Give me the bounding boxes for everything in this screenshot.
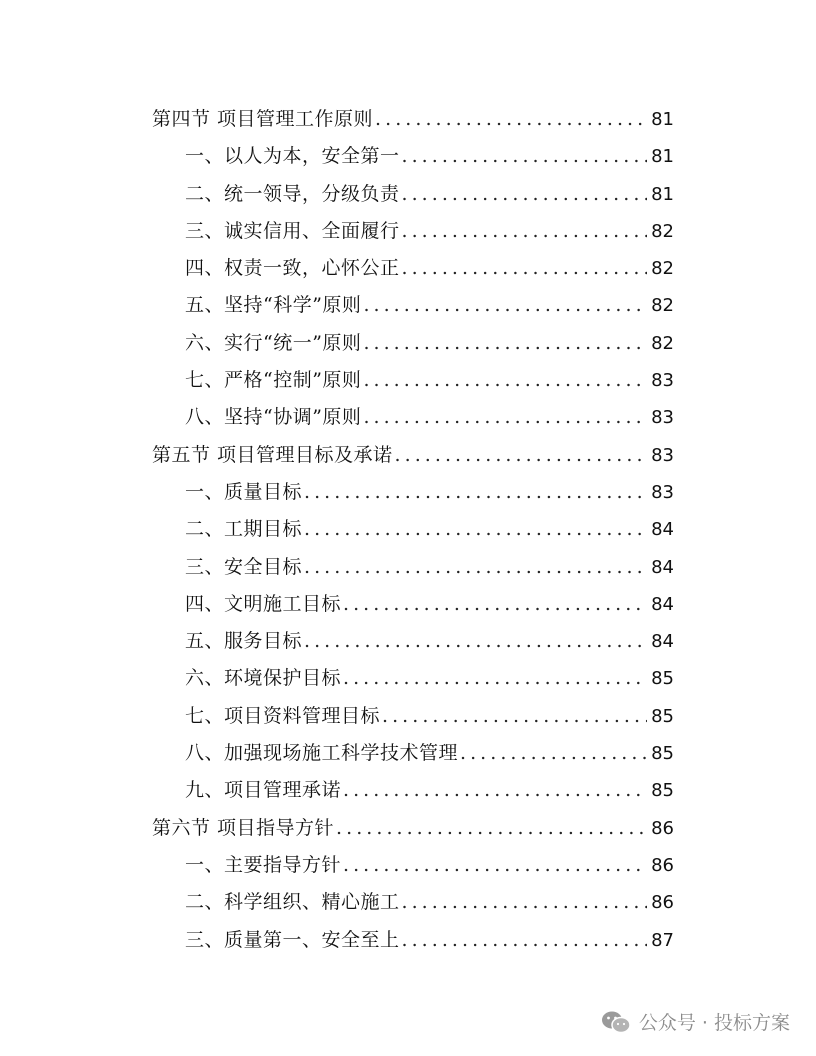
toc-entry-title: 三、安全目标	[185, 555, 303, 578]
toc-entry-title: 五、坚持“科学”原则	[185, 294, 362, 317]
toc-entry-title: 二、科学组织、精心施工	[185, 891, 400, 914]
toc-entry-title: 四、文明施工目标	[185, 592, 342, 615]
toc-page-number: 86	[651, 817, 674, 839]
toc-entry-title: 八、坚持“协调”原则	[185, 406, 362, 429]
toc-entry-title: 一、质量目标	[185, 480, 303, 503]
toc-dot-leader	[363, 287, 647, 324]
toc-entry-title: 六、环境保护目标	[185, 667, 342, 690]
toc-dot-leader	[402, 213, 648, 250]
toc-dot-leader	[375, 101, 647, 138]
toc-entry-title: 五、服务目标	[185, 630, 303, 653]
toc-dot-leader	[363, 325, 647, 362]
toc-entry-title: 四、权责一致，心怀公正	[185, 257, 400, 280]
toc-entry-title: 九、项目管理承诺	[185, 779, 342, 802]
toc-page-number: 84	[651, 556, 674, 578]
toc-subsection-row[interactable]	[152, 287, 674, 324]
toc-entry-title: 三、诚实信用、全面履行	[185, 219, 400, 242]
toc-subsection-row[interactable]	[152, 698, 674, 735]
toc-subsection-row[interactable]	[152, 549, 674, 586]
toc-subsection-row[interactable]	[152, 176, 674, 213]
toc-entry-title: 二、工期目标	[185, 518, 303, 541]
toc-page-number: 85	[651, 743, 674, 765]
watermark-text: 公众号 · 投标方案	[638, 1012, 790, 1034]
toc-entry-title: 一、主要指导方针	[185, 853, 342, 876]
toc-page-number: 82	[651, 295, 674, 317]
toc-dot-leader	[460, 735, 647, 772]
toc-subsection-row[interactable]	[152, 138, 674, 175]
toc-page-number: 81	[651, 146, 674, 168]
toc-subsection-row[interactable]	[152, 922, 674, 959]
wechat-icon	[601, 1010, 631, 1034]
toc-subsection-row[interactable]	[152, 660, 674, 697]
toc-entry-title: 二、统一领导，分级负责	[185, 182, 400, 205]
toc-dot-leader	[395, 437, 648, 474]
toc-page-number: 85	[651, 668, 674, 690]
toc-dot-leader	[402, 884, 648, 921]
toc-subsection-row[interactable]	[152, 399, 674, 436]
toc-section-row[interactable]	[152, 810, 674, 847]
toc-dot-leader	[343, 847, 647, 884]
watermark	[601, 1008, 790, 1035]
toc-dot-leader	[402, 138, 648, 175]
toc-page-number: 83	[651, 407, 674, 429]
toc-page-number: 83	[651, 481, 674, 503]
toc-subsection-row[interactable]	[152, 847, 674, 884]
toc-dot-leader	[336, 810, 647, 847]
toc-entry-title: 一、以人为本，安全第一	[185, 145, 400, 168]
toc-entry-title: 第四节 项目管理工作原则	[152, 108, 374, 130]
toc-dot-leader	[382, 698, 647, 735]
toc-page-number: 87	[651, 929, 674, 951]
toc-entry-title: 八、加强现场施工科学技术管理	[185, 742, 459, 765]
toc-page-number: 82	[651, 220, 674, 242]
toc-page-number: 82	[651, 332, 674, 354]
toc-page-number: 83	[651, 444, 674, 466]
toc-section-row[interactable]	[152, 437, 674, 474]
toc-page-number: 84	[651, 519, 674, 541]
toc-entry-title: 七、项目资料管理目标	[185, 704, 381, 727]
toc-entry-title: 第五节 项目管理目标及承诺	[152, 443, 393, 466]
toc-dot-leader	[363, 362, 647, 399]
toc-page-number: 84	[651, 631, 674, 653]
toc-subsection-row[interactable]	[152, 586, 674, 623]
toc-dot-leader	[343, 772, 647, 809]
toc-subsection-row[interactable]	[152, 511, 674, 548]
toc-page-number: 81	[651, 109, 674, 130]
toc-page-number: 81	[651, 183, 674, 205]
toc-page-number: 83	[651, 370, 674, 392]
toc-subsection-row[interactable]	[152, 772, 674, 809]
toc-dot-leader	[304, 549, 647, 586]
toc-subsection-row[interactable]	[152, 884, 674, 921]
toc-subsection-row[interactable]	[152, 735, 674, 772]
toc-entry-title: 三、质量第一、安全至上	[185, 928, 400, 951]
toc-page-number: 86	[651, 892, 674, 914]
toc-page-number: 86	[651, 854, 674, 876]
table-of-contents	[152, 101, 674, 959]
toc-dot-leader	[304, 474, 647, 511]
toc-dot-leader	[304, 623, 647, 660]
toc-dot-leader	[363, 399, 647, 436]
toc-entry-title: 第六节 项目指导方针	[152, 816, 335, 839]
toc-subsection-row[interactable]	[152, 325, 674, 362]
toc-page-number: 84	[651, 593, 674, 615]
toc-page-number: 85	[651, 705, 674, 727]
toc-subsection-row[interactable]	[152, 250, 674, 287]
toc-dot-leader	[304, 511, 647, 548]
toc-entry-title: 六、实行“统一”原则	[185, 331, 362, 354]
toc-entry-title: 七、严格“控制”原则	[185, 369, 362, 392]
toc-page-number: 82	[651, 258, 674, 280]
toc-page-number: 85	[651, 780, 674, 802]
toc-subsection-row[interactable]	[152, 623, 674, 660]
toc-dot-leader	[402, 922, 648, 959]
toc-dot-leader	[402, 176, 648, 213]
toc-section-row[interactable]	[152, 101, 674, 138]
toc-subsection-row[interactable]	[152, 474, 674, 511]
toc-dot-leader	[402, 250, 648, 287]
toc-subsection-row[interactable]	[152, 213, 674, 250]
toc-subsection-row[interactable]	[152, 362, 674, 399]
toc-dot-leader	[343, 586, 647, 623]
toc-dot-leader	[343, 660, 647, 697]
